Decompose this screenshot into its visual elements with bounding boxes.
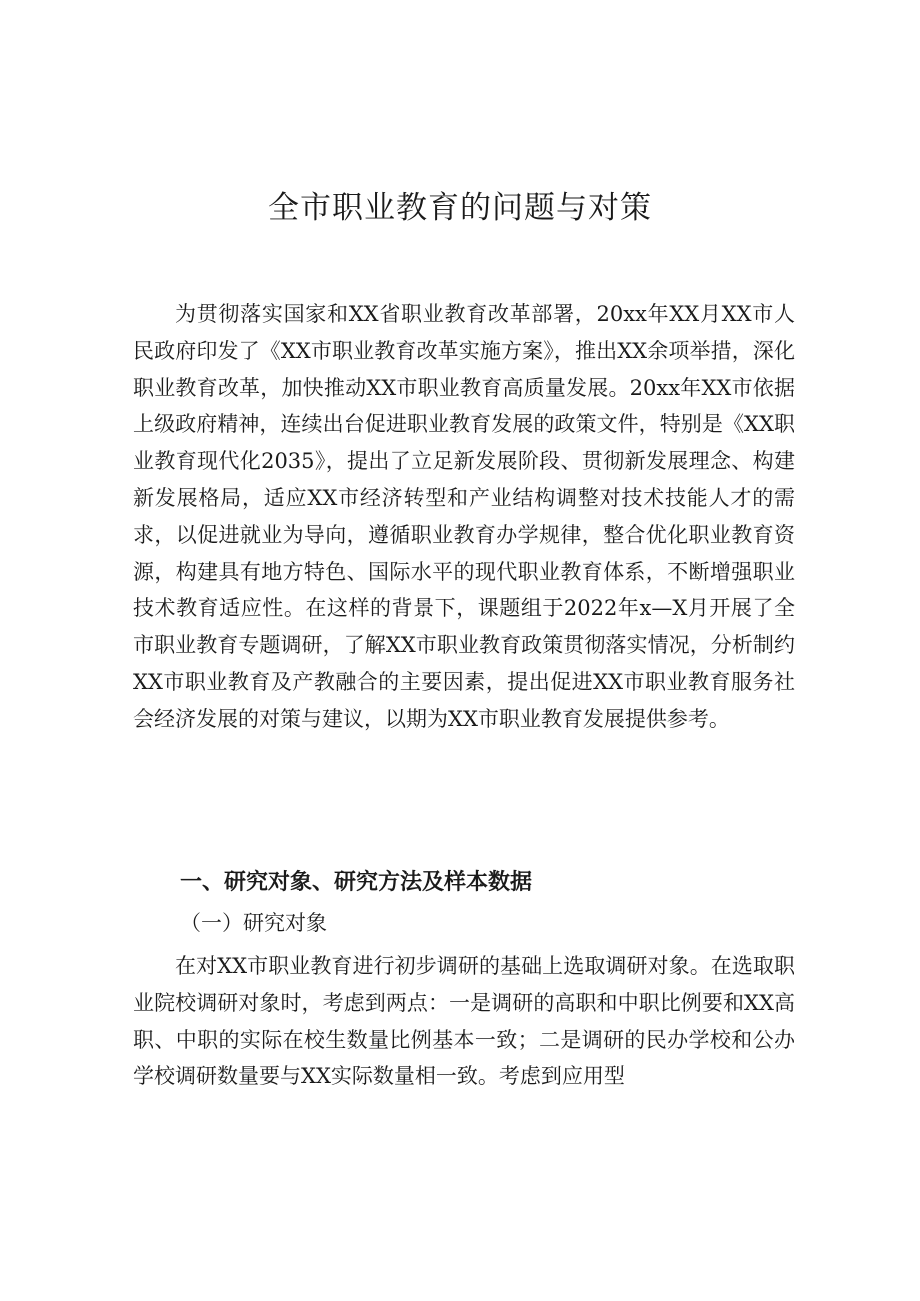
intro-paragraph: 为贯彻落实国家和XX省职业教育改革部署，20xx年XX月XX市人民政府印发了《XX市职业教育改革实施方案》，推出XX余项举措，深化职业教育改革，加快推动XX市职业教育高质量发展。20xx年XX市依据上级政府精神，连续出台促进职业教育发展的政策文件，特别是《XX职业教育现代化2035》，提出了立足新发展阶段、贯彻新发展理念、构建新发展格局，适应XX市经济转型和产业结构调整对技术技能人才的需求，以促进就业为导向，遵循职业教育办学规律，整合优化职业教育资源，构建具有地方特色、国际水平的现代职业教育体系，不断增强职业技术教育适应性。在这样的背景下，课题组于2022年x—X月开展了全市职业教育专题调研，了解XX市职业教育政策贯彻落实情况，分析制约XX市职业教育及产教融合的主要因素，提出促进XX市职业教育服务社会经济发展的对策与建议，以期为XX市职业教育发展提供参考。	[133, 302, 795, 731]
subsection-heading: （一）研究对象	[180, 911, 327, 935]
document-title: 全市职业教育的问题与对策	[268, 190, 652, 226]
research-object-paragraph: 在对XX市职业教育进行初步调研的基础上选取调研对象。在选取职业院校调研对象时，考虑到两点：一是调研的高职和中职比例要和XX高职、中职的实际在校生数量比例基本一致；二是调研的民办学校和公办学校调研数量要与XX实际数量相一致。考虑到应用型	[133, 954, 795, 1089]
section-heading: 一、研究对象、研究方法及样本数据	[180, 870, 533, 895]
